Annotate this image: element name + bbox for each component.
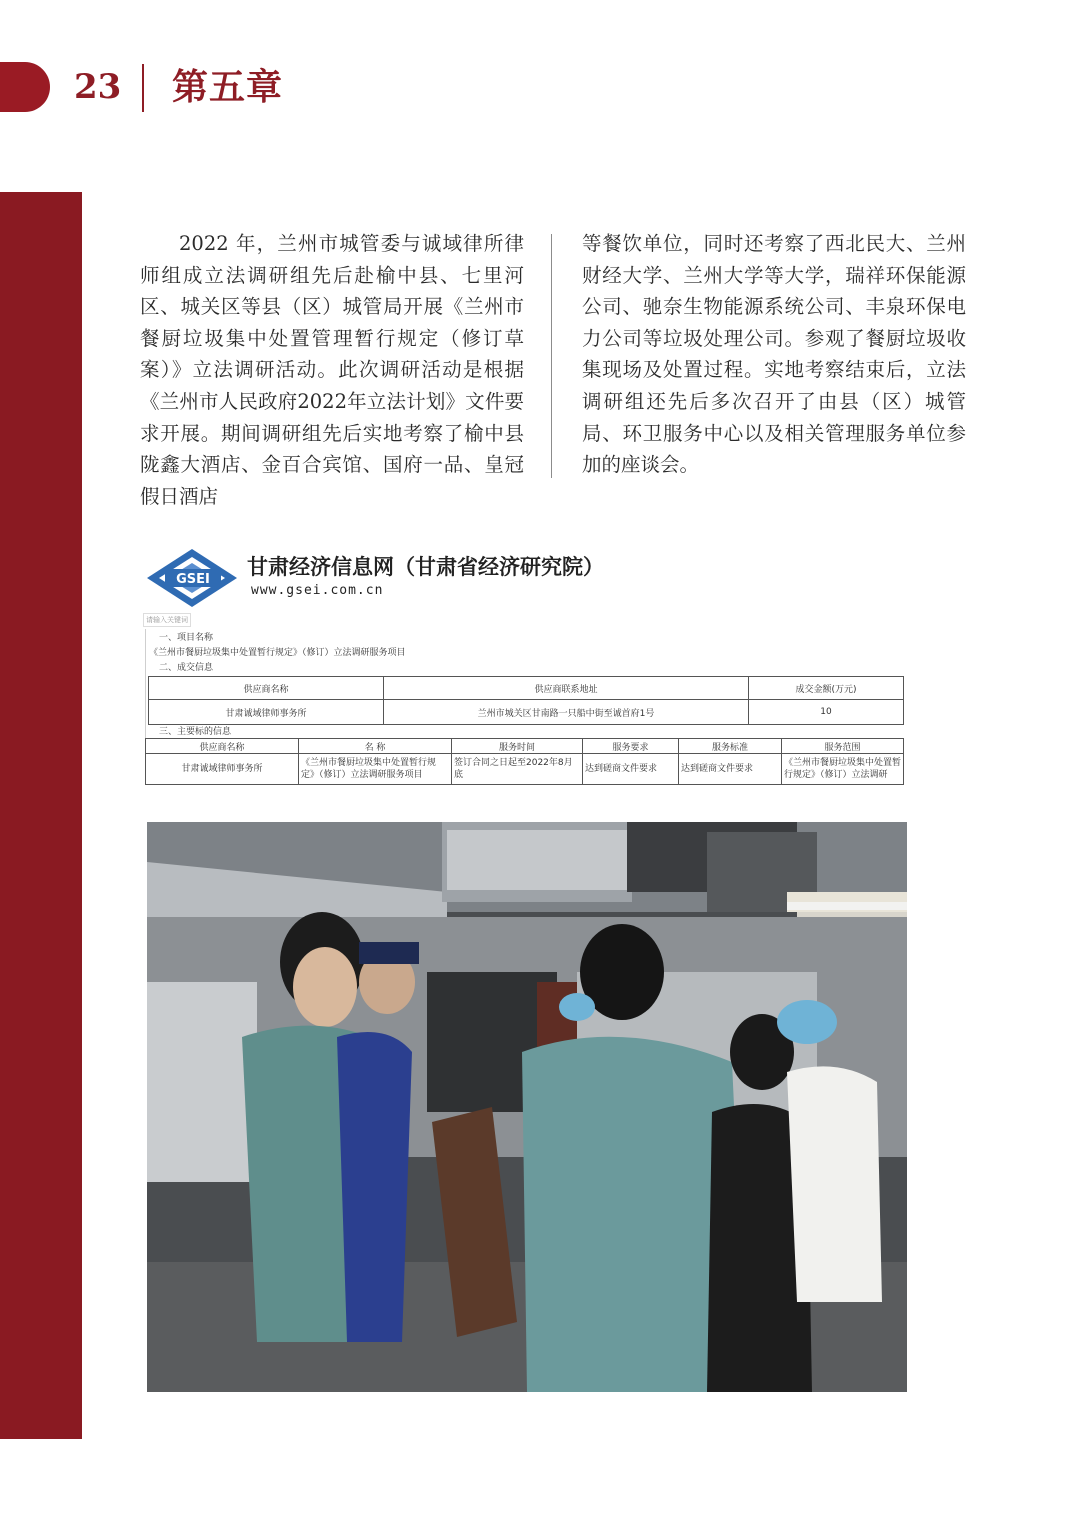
site-url: www.gsei.com.cn (251, 583, 384, 598)
procurement-screenshot (141, 541, 905, 785)
section3-title: 三、主要标的信息 (159, 727, 232, 737)
deal-header-supplier: 供应商名称 (149, 677, 384, 700)
subject-cell-requirement: 达到磋商文件要求 (583, 754, 679, 785)
subject-header-scope: 服务范围 (782, 739, 904, 754)
header-divider (142, 64, 144, 112)
section1-title: 一、项目名称 (159, 633, 214, 643)
subject-header-supplier: 供应商名称 (146, 739, 299, 754)
subject-table (145, 738, 904, 785)
page-number: 23 (74, 67, 122, 107)
article-right-column: 等餐饮单位，同时还考察了西北民大、兰州财经大学、兰州大学等大学，瑞祥环保能源公司、驰奈生物能源系统公司、丰泉环保电力公司等垃圾处理公司。参观了餐厨垃圾收集现场及处置过程。实地考察结束后，立法调研组还先后多次召开了由县（区）城管局、环卫服务中心以及相关管理服务单位参加的座谈会。 (582, 232, 966, 477)
subject-header-time: 服务时间 (452, 739, 583, 754)
subject-cell-supplier: 甘肃诚域律师事务所 (146, 754, 299, 785)
deal-table (148, 676, 904, 725)
section2-title: 二、成交信息 (159, 663, 214, 673)
side-color-band (0, 192, 82, 1439)
search-input[interactable]: 请输入关键词 (143, 613, 191, 627)
article-left-column: 2022 年，兰州市城管委与诚域律所律师组成立法调研组先后赴榆中县、七里河区、城关区等县（区）城管局开展《兰州市餐厨垃圾集中处置管理暂行规定（修订草案）》立法调研活动。此次调研活动是根据《兰州市人民政府2022年立法计划》文件要求开展。期间调研组先后实地考察了榆中县陇鑫大酒店、金百合宾馆、国府一品、皇冠假日酒店 (140, 232, 524, 508)
deal-cell-amount: 10 (749, 700, 904, 725)
kitchen-inspection-photo (147, 822, 907, 1392)
page-tab-marker (0, 62, 50, 112)
deal-cell-supplier: 甘肃诚域律师事务所 (149, 700, 384, 725)
subject-cell-standard: 达到磋商文件要求 (679, 754, 782, 785)
deal-header-amount: 成交金额(万元) (749, 677, 904, 700)
logo-text: GSEI (176, 572, 210, 587)
subject-header-requirement: 服务要求 (583, 739, 679, 754)
column-divider (551, 234, 552, 478)
project-name: 《兰州市餐厨垃圾集中处置暂行规定》（修订）立法调研服务项目 (149, 648, 406, 658)
gsei-logo (145, 547, 239, 609)
subject-header-name: 名 称 (299, 739, 452, 754)
chapter-title: 第五章 (172, 66, 284, 108)
subject-cell-scope: 《兰州市餐厨垃圾集中处置暂行规定》（修订）立法调研 (782, 754, 904, 785)
subject-cell-time: 签订合同之日起至2022年8月底 (452, 754, 583, 785)
subject-header-standard: 服务标准 (679, 739, 782, 754)
deal-cell-address: 兰州市城关区甘南路一只船中街至诚首府1号 (384, 700, 749, 725)
subject-cell-name: 《兰州市餐厨垃圾集中处置暂行规定》（修订）立法调研服务项目 (299, 754, 452, 785)
deal-header-address: 供应商联系地址 (384, 677, 749, 700)
site-title: 甘肃经济信息网（甘肃省经济研究院） (247, 554, 604, 579)
